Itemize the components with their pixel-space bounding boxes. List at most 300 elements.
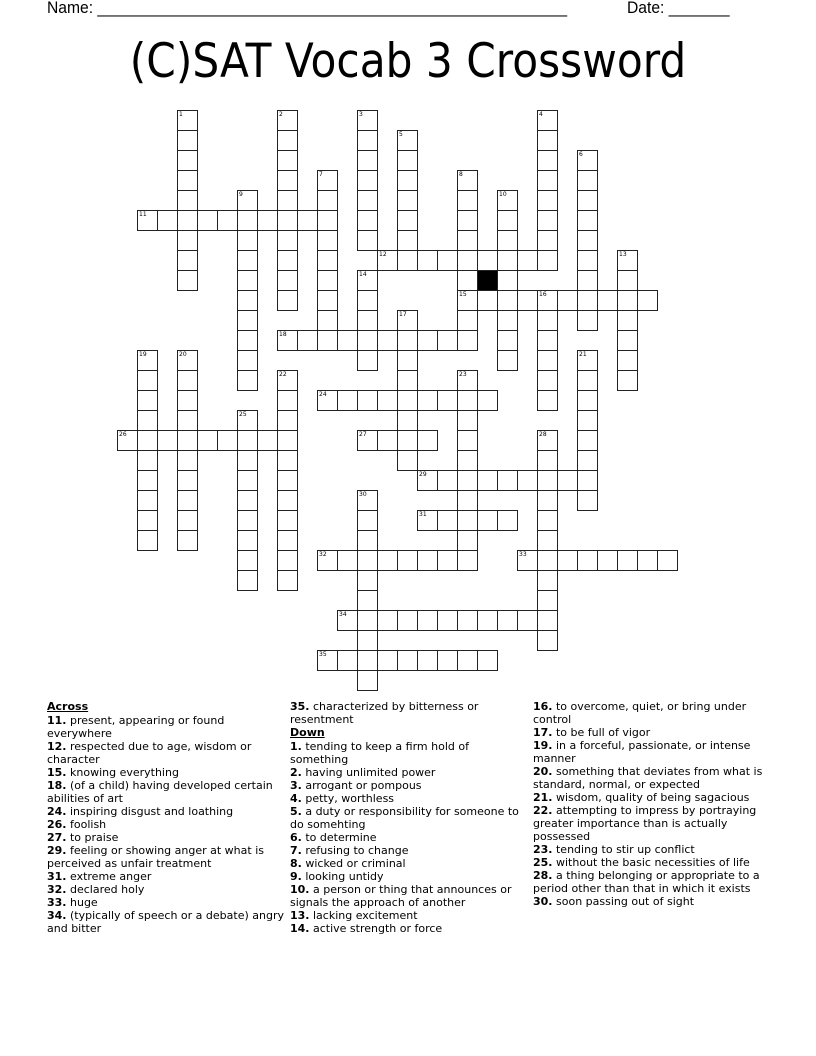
grid-cell[interactable] (337, 550, 358, 571)
grid-cell[interactable] (137, 210, 158, 231)
grid-cell[interactable] (297, 210, 318, 231)
grid-cell[interactable] (277, 430, 298, 451)
grid-cell[interactable] (357, 350, 378, 371)
grid-cell[interactable] (177, 190, 198, 211)
grid-cell[interactable] (197, 210, 218, 231)
grid-cell[interactable] (357, 330, 378, 351)
grid-cell[interactable] (237, 370, 258, 391)
grid-cell[interactable] (317, 550, 338, 571)
grid-cell[interactable] (457, 410, 478, 431)
grid-cell[interactable] (537, 630, 558, 651)
grid-cell[interactable] (497, 270, 518, 291)
grid-cell[interactable] (237, 490, 258, 511)
clue-number: 14. (290, 922, 310, 935)
grid-cell[interactable] (137, 430, 158, 451)
grid-cell[interactable] (237, 230, 258, 251)
grid-cell[interactable] (617, 290, 638, 311)
grid-cell[interactable] (417, 250, 438, 271)
clue-text: lacking excitement (309, 909, 418, 922)
grid-cell[interactable] (237, 470, 258, 491)
grid-cell[interactable] (177, 350, 198, 371)
grid-cell[interactable] (277, 390, 298, 411)
grid-cell[interactable] (537, 450, 558, 471)
grid-cell[interactable] (497, 510, 518, 531)
grid-cell[interactable] (357, 170, 378, 191)
grid-cell[interactable] (177, 390, 198, 411)
grid-cell[interactable] (497, 610, 518, 631)
grid-cell[interactable] (537, 370, 558, 391)
down-clue (533, 765, 773, 791)
grid-cell[interactable] (537, 330, 558, 351)
grid-cell[interactable] (317, 290, 338, 311)
grid-cell[interactable] (457, 370, 478, 391)
grid-cell[interactable] (617, 370, 638, 391)
grid-cell[interactable] (397, 430, 418, 451)
grid-cell[interactable] (357, 610, 378, 631)
grid-cell[interactable] (277, 150, 298, 171)
grid-cell[interactable] (437, 610, 458, 631)
grid-cell[interactable] (617, 270, 638, 291)
grid-cell[interactable] (277, 250, 298, 271)
grid-cell[interactable] (137, 490, 158, 511)
grid-cell[interactable] (397, 390, 418, 411)
grid-cell[interactable] (577, 290, 598, 311)
grid-cell[interactable] (377, 550, 398, 571)
grid-cell[interactable] (237, 290, 258, 311)
grid-cell[interactable] (337, 650, 358, 671)
grid-cell[interactable] (397, 250, 418, 271)
clue-number: 27 (359, 431, 367, 438)
grid-cell[interactable] (357, 230, 378, 251)
grid-cell[interactable] (357, 510, 378, 531)
clue-number: 31 (419, 511, 427, 518)
grid-cell[interactable] (317, 190, 338, 211)
grid-cell[interactable] (117, 430, 138, 451)
grid-cell[interactable] (357, 130, 378, 151)
grid-cell[interactable] (317, 650, 338, 671)
grid-cell[interactable] (617, 250, 638, 271)
grid-cell[interactable] (357, 650, 378, 671)
grid-cell[interactable] (537, 610, 558, 631)
grid-cell[interactable] (137, 470, 158, 491)
grid-cell[interactable] (397, 370, 418, 391)
grid-cell[interactable] (457, 290, 478, 311)
grid-cell[interactable] (497, 310, 518, 331)
grid-cell[interactable] (357, 150, 378, 171)
grid-cell[interactable] (237, 430, 258, 451)
grid-cell[interactable] (457, 490, 478, 511)
grid-cell[interactable] (457, 190, 478, 211)
grid-cell[interactable] (577, 190, 598, 211)
grid-cell[interactable] (537, 530, 558, 551)
date-field[interactable]: Date: _______ (627, 0, 730, 17)
grid-cell[interactable] (317, 170, 338, 191)
grid-cell[interactable] (637, 550, 658, 571)
clues-column-3 (533, 700, 773, 908)
grid-cell[interactable] (497, 470, 518, 491)
clue-text: to be full of vigor (552, 726, 651, 739)
grid-cell[interactable] (277, 230, 298, 251)
grid-cell[interactable] (237, 270, 258, 291)
grid-cell[interactable] (397, 410, 418, 431)
grid-cell[interactable] (397, 550, 418, 571)
grid-cell[interactable] (237, 410, 258, 431)
clue-number: 17. (533, 726, 553, 739)
grid-cell[interactable] (317, 310, 338, 331)
grid-cell[interactable] (237, 530, 258, 551)
grid-cell[interactable] (397, 330, 418, 351)
grid-cell[interactable] (277, 290, 298, 311)
grid-cell[interactable] (417, 470, 438, 491)
grid-cell[interactable] (177, 150, 198, 171)
grid-cell[interactable] (597, 550, 618, 571)
grid-cell[interactable] (537, 430, 558, 451)
grid-cell[interactable] (497, 190, 518, 211)
grid-cell[interactable] (177, 270, 198, 291)
grid-cell[interactable] (377, 390, 398, 411)
grid-cell[interactable] (177, 450, 198, 471)
grid-cell[interactable] (597, 290, 618, 311)
grid-cell[interactable] (357, 670, 378, 691)
grid-cell[interactable] (477, 650, 498, 671)
grid-cell[interactable] (457, 610, 478, 631)
grid-cell[interactable] (357, 390, 378, 411)
grid-cell[interactable] (537, 210, 558, 231)
grid-cell[interactable] (577, 470, 598, 491)
grid-cell[interactable] (357, 430, 378, 451)
grid-cell[interactable] (457, 330, 478, 351)
grid-cell[interactable] (457, 250, 478, 271)
grid-cell[interactable] (577, 390, 598, 411)
grid-cell[interactable] (437, 470, 458, 491)
down-clue (533, 869, 773, 895)
grid-cell[interactable] (457, 390, 478, 411)
grid-cell[interactable] (577, 430, 598, 451)
grid-cell[interactable] (397, 190, 418, 211)
grid-cell[interactable] (177, 170, 198, 191)
grid-cell[interactable] (477, 610, 498, 631)
grid-cell[interactable] (457, 230, 478, 251)
grid-cell[interactable] (277, 490, 298, 511)
grid-cell[interactable] (457, 170, 478, 191)
grid-cell[interactable] (517, 290, 538, 311)
grid-cell[interactable] (617, 350, 638, 371)
clue-text: without the basic necessities of life (552, 856, 750, 869)
grid-cell[interactable] (577, 270, 598, 291)
grid-cell[interactable] (177, 210, 198, 231)
grid-cell[interactable] (537, 230, 558, 251)
grid-cell[interactable] (357, 270, 378, 291)
grid-cell[interactable] (437, 550, 458, 571)
grid-cell[interactable] (437, 510, 458, 531)
grid-cell[interactable] (437, 390, 458, 411)
grid-cell[interactable] (277, 330, 298, 351)
grid-cell[interactable] (277, 450, 298, 471)
grid-cell[interactable] (177, 410, 198, 431)
grid-cell[interactable] (397, 150, 418, 171)
grid-cell[interactable] (537, 350, 558, 371)
grid-cell[interactable] (137, 510, 158, 531)
grid-cell[interactable] (277, 530, 298, 551)
grid-cell[interactable] (397, 350, 418, 371)
grid-cell[interactable] (357, 210, 378, 231)
grid-cell[interactable] (137, 450, 158, 471)
grid-cell[interactable] (617, 310, 638, 331)
grid-cell[interactable] (177, 370, 198, 391)
grid-cell[interactable] (397, 450, 418, 471)
grid-cell[interactable] (537, 510, 558, 531)
grid-cell[interactable] (577, 170, 598, 191)
grid-cell[interactable] (237, 450, 258, 471)
grid-cell[interactable] (377, 610, 398, 631)
grid-cell[interactable] (157, 210, 178, 231)
grid-cell[interactable] (277, 170, 298, 191)
grid-cell[interactable] (537, 570, 558, 591)
grid-cell[interactable] (317, 330, 338, 351)
clues-column-2 (290, 700, 530, 935)
grid-cell[interactable] (177, 470, 198, 491)
grid-cell[interactable] (537, 310, 558, 331)
grid-cell[interactable] (537, 590, 558, 611)
grid-cell[interactable] (477, 290, 498, 311)
grid-cell[interactable] (457, 510, 478, 531)
grid-cell[interactable] (197, 430, 218, 451)
grid-cell[interactable] (237, 330, 258, 351)
grid-cell[interactable] (437, 650, 458, 671)
grid-cell[interactable] (357, 630, 378, 651)
grid-cell[interactable] (377, 250, 398, 271)
clue-number: 8 (459, 171, 463, 178)
grid-cell[interactable] (177, 130, 198, 151)
grid-cell[interactable] (217, 210, 238, 231)
grid-cell[interactable] (397, 130, 418, 151)
grid-cell[interactable] (377, 430, 398, 451)
grid-cell[interactable] (277, 550, 298, 571)
grid-cell[interactable] (277, 110, 298, 131)
grid-cell[interactable] (277, 270, 298, 291)
grid-cell[interactable] (357, 590, 378, 611)
grid-cell[interactable] (457, 650, 478, 671)
grid-cell[interactable] (537, 170, 558, 191)
grid-cell[interactable] (137, 350, 158, 371)
grid-cell[interactable] (517, 470, 538, 491)
grid-cell[interactable] (277, 210, 298, 231)
grid-cell[interactable] (237, 250, 258, 271)
grid-cell[interactable] (497, 290, 518, 311)
grid-cell[interactable] (537, 130, 558, 151)
grid-cell[interactable] (577, 310, 598, 331)
grid-cell[interactable] (357, 490, 378, 511)
clue-number: 30 (359, 491, 367, 498)
grid-cell[interactable] (617, 550, 638, 571)
grid-cell[interactable] (137, 530, 158, 551)
grid-cell[interactable] (437, 330, 458, 351)
grid-cell[interactable] (497, 230, 518, 251)
grid-cell[interactable] (457, 530, 478, 551)
grid-cell[interactable] (477, 510, 498, 531)
grid-cell[interactable] (557, 470, 578, 491)
grid-cell[interactable] (557, 550, 578, 571)
grid-cell[interactable] (537, 290, 558, 311)
grid-cell[interactable] (577, 150, 598, 171)
grid-cell[interactable] (457, 210, 478, 231)
grid-cell[interactable] (377, 650, 398, 671)
grid-cell[interactable] (317, 210, 338, 231)
grid-cell[interactable] (637, 290, 658, 311)
grid-cell[interactable] (237, 350, 258, 371)
grid-cell[interactable] (357, 190, 378, 211)
grid-cell[interactable] (577, 210, 598, 231)
grid-cell[interactable] (477, 250, 498, 271)
grid-cell[interactable] (397, 610, 418, 631)
grid-cell[interactable] (657, 550, 678, 571)
grid-cell[interactable] (337, 610, 358, 631)
grid-cell[interactable] (137, 370, 158, 391)
grid-cell[interactable] (537, 250, 558, 271)
grid-cell[interactable] (577, 370, 598, 391)
grid-cell[interactable] (417, 430, 438, 451)
grid-cell[interactable] (497, 330, 518, 351)
down-clue (290, 922, 530, 935)
grid-cell[interactable] (257, 430, 278, 451)
grid-cell[interactable] (277, 410, 298, 431)
grid-cell[interactable] (537, 550, 558, 571)
clue-text: attempting to impress by portraying greater importance than is actually possessed (533, 804, 757, 843)
grid-cell[interactable] (497, 210, 518, 231)
grid-cell[interactable] (397, 170, 418, 191)
page-title: (C)SAT Vocab 3 Crossword (129, 34, 687, 89)
grid-cell[interactable] (357, 310, 378, 331)
grid-cell[interactable] (397, 650, 418, 671)
grid-cell[interactable] (177, 250, 198, 271)
grid-cell[interactable] (317, 230, 338, 251)
grid-cell[interactable] (397, 230, 418, 251)
grid-cell[interactable] (137, 410, 158, 431)
grid-cell[interactable] (577, 230, 598, 251)
grid-cell[interactable] (177, 110, 198, 131)
grid-cell[interactable] (457, 550, 478, 571)
grid-cell[interactable] (417, 550, 438, 571)
grid-cell[interactable] (297, 330, 318, 351)
grid-cell[interactable] (357, 110, 378, 131)
grid-cell[interactable] (577, 250, 598, 271)
grid-cell[interactable] (417, 390, 438, 411)
grid-cell[interactable] (577, 410, 598, 431)
grid-cell[interactable] (177, 490, 198, 511)
grid-cell[interactable] (517, 550, 538, 571)
grid-cell[interactable] (157, 430, 178, 451)
grid-cell[interactable] (417, 650, 438, 671)
grid-cell[interactable] (617, 330, 638, 351)
grid-cell[interactable] (277, 570, 298, 591)
clue-number: 24. (47, 805, 67, 818)
grid-cell[interactable] (397, 210, 418, 231)
grid-cell[interactable] (417, 610, 438, 631)
grid-cell[interactable] (357, 550, 378, 571)
grid-cell[interactable] (537, 490, 558, 511)
grid-cell[interactable] (577, 450, 598, 471)
grid-cell[interactable] (517, 610, 538, 631)
grid-cell[interactable] (537, 390, 558, 411)
grid-cell[interactable] (177, 230, 198, 251)
clue-number: 29. (47, 844, 67, 857)
grid-cell[interactable] (497, 250, 518, 271)
grid-cell[interactable] (337, 390, 358, 411)
grid-cell[interactable] (137, 390, 158, 411)
grid-cell[interactable] (237, 510, 258, 531)
grid-cell[interactable] (537, 150, 558, 171)
clue-number: 6. (290, 831, 302, 844)
grid-cell[interactable] (577, 550, 598, 571)
grid-cell[interactable] (577, 350, 598, 371)
name-field[interactable]: Name: ______________________________________________________ (47, 0, 568, 17)
across-clue (47, 883, 287, 896)
grid-cell[interactable] (537, 470, 558, 491)
grid-cell[interactable] (277, 370, 298, 391)
grid-cell[interactable] (357, 570, 378, 591)
grid-cell[interactable] (357, 530, 378, 551)
grid-cell[interactable] (257, 210, 278, 231)
grid-cell[interactable] (457, 430, 478, 451)
grid-cell[interactable] (217, 430, 238, 451)
grid-cell[interactable] (357, 290, 378, 311)
grid-cell[interactable] (317, 270, 338, 291)
clue-number: 10 (499, 191, 507, 198)
grid-cell[interactable] (457, 310, 478, 331)
grid-cell[interactable] (237, 190, 258, 211)
grid-cell[interactable] (237, 310, 258, 331)
grid-cell[interactable] (517, 250, 538, 271)
grid-cell[interactable] (497, 350, 518, 371)
grid-cell[interactable] (437, 250, 458, 271)
grid-cell[interactable] (317, 390, 338, 411)
clue-number: 19 (139, 351, 147, 358)
grid-cell[interactable] (417, 330, 438, 351)
down-clue (533, 895, 773, 908)
grid-cell[interactable] (577, 490, 598, 511)
grid-cell[interactable] (377, 330, 398, 351)
clue-number: 15 (459, 291, 467, 298)
clue-text: knowing everything (66, 766, 179, 779)
grid-cell[interactable] (537, 190, 558, 211)
grid-cell[interactable] (177, 530, 198, 551)
grid-cell[interactable] (277, 190, 298, 211)
grid-cell[interactable] (397, 310, 418, 331)
grid-cell[interactable] (237, 570, 258, 591)
grid-cell[interactable] (457, 270, 478, 291)
across-clue (47, 909, 287, 935)
grid-cell[interactable] (557, 290, 578, 311)
grid-cell[interactable] (337, 330, 358, 351)
grid-cell[interactable] (317, 250, 338, 271)
grid-cell[interactable] (477, 390, 498, 411)
clues-column-1 (47, 700, 287, 935)
grid-cell[interactable] (537, 110, 558, 131)
grid-cell[interactable] (457, 450, 478, 471)
grid-cell[interactable] (457, 470, 478, 491)
grid-cell[interactable] (237, 210, 258, 231)
grid-cell[interactable] (477, 470, 498, 491)
grid-cell[interactable] (237, 550, 258, 571)
grid-cell[interactable] (277, 130, 298, 151)
grid-cell[interactable] (177, 510, 198, 531)
grid-cell[interactable] (277, 510, 298, 531)
grid-cell[interactable] (277, 470, 298, 491)
clue-number: 34. (47, 909, 67, 922)
grid-cell[interactable] (177, 430, 198, 451)
grid-cell[interactable] (417, 510, 438, 531)
clue-number: 7. (290, 844, 302, 857)
